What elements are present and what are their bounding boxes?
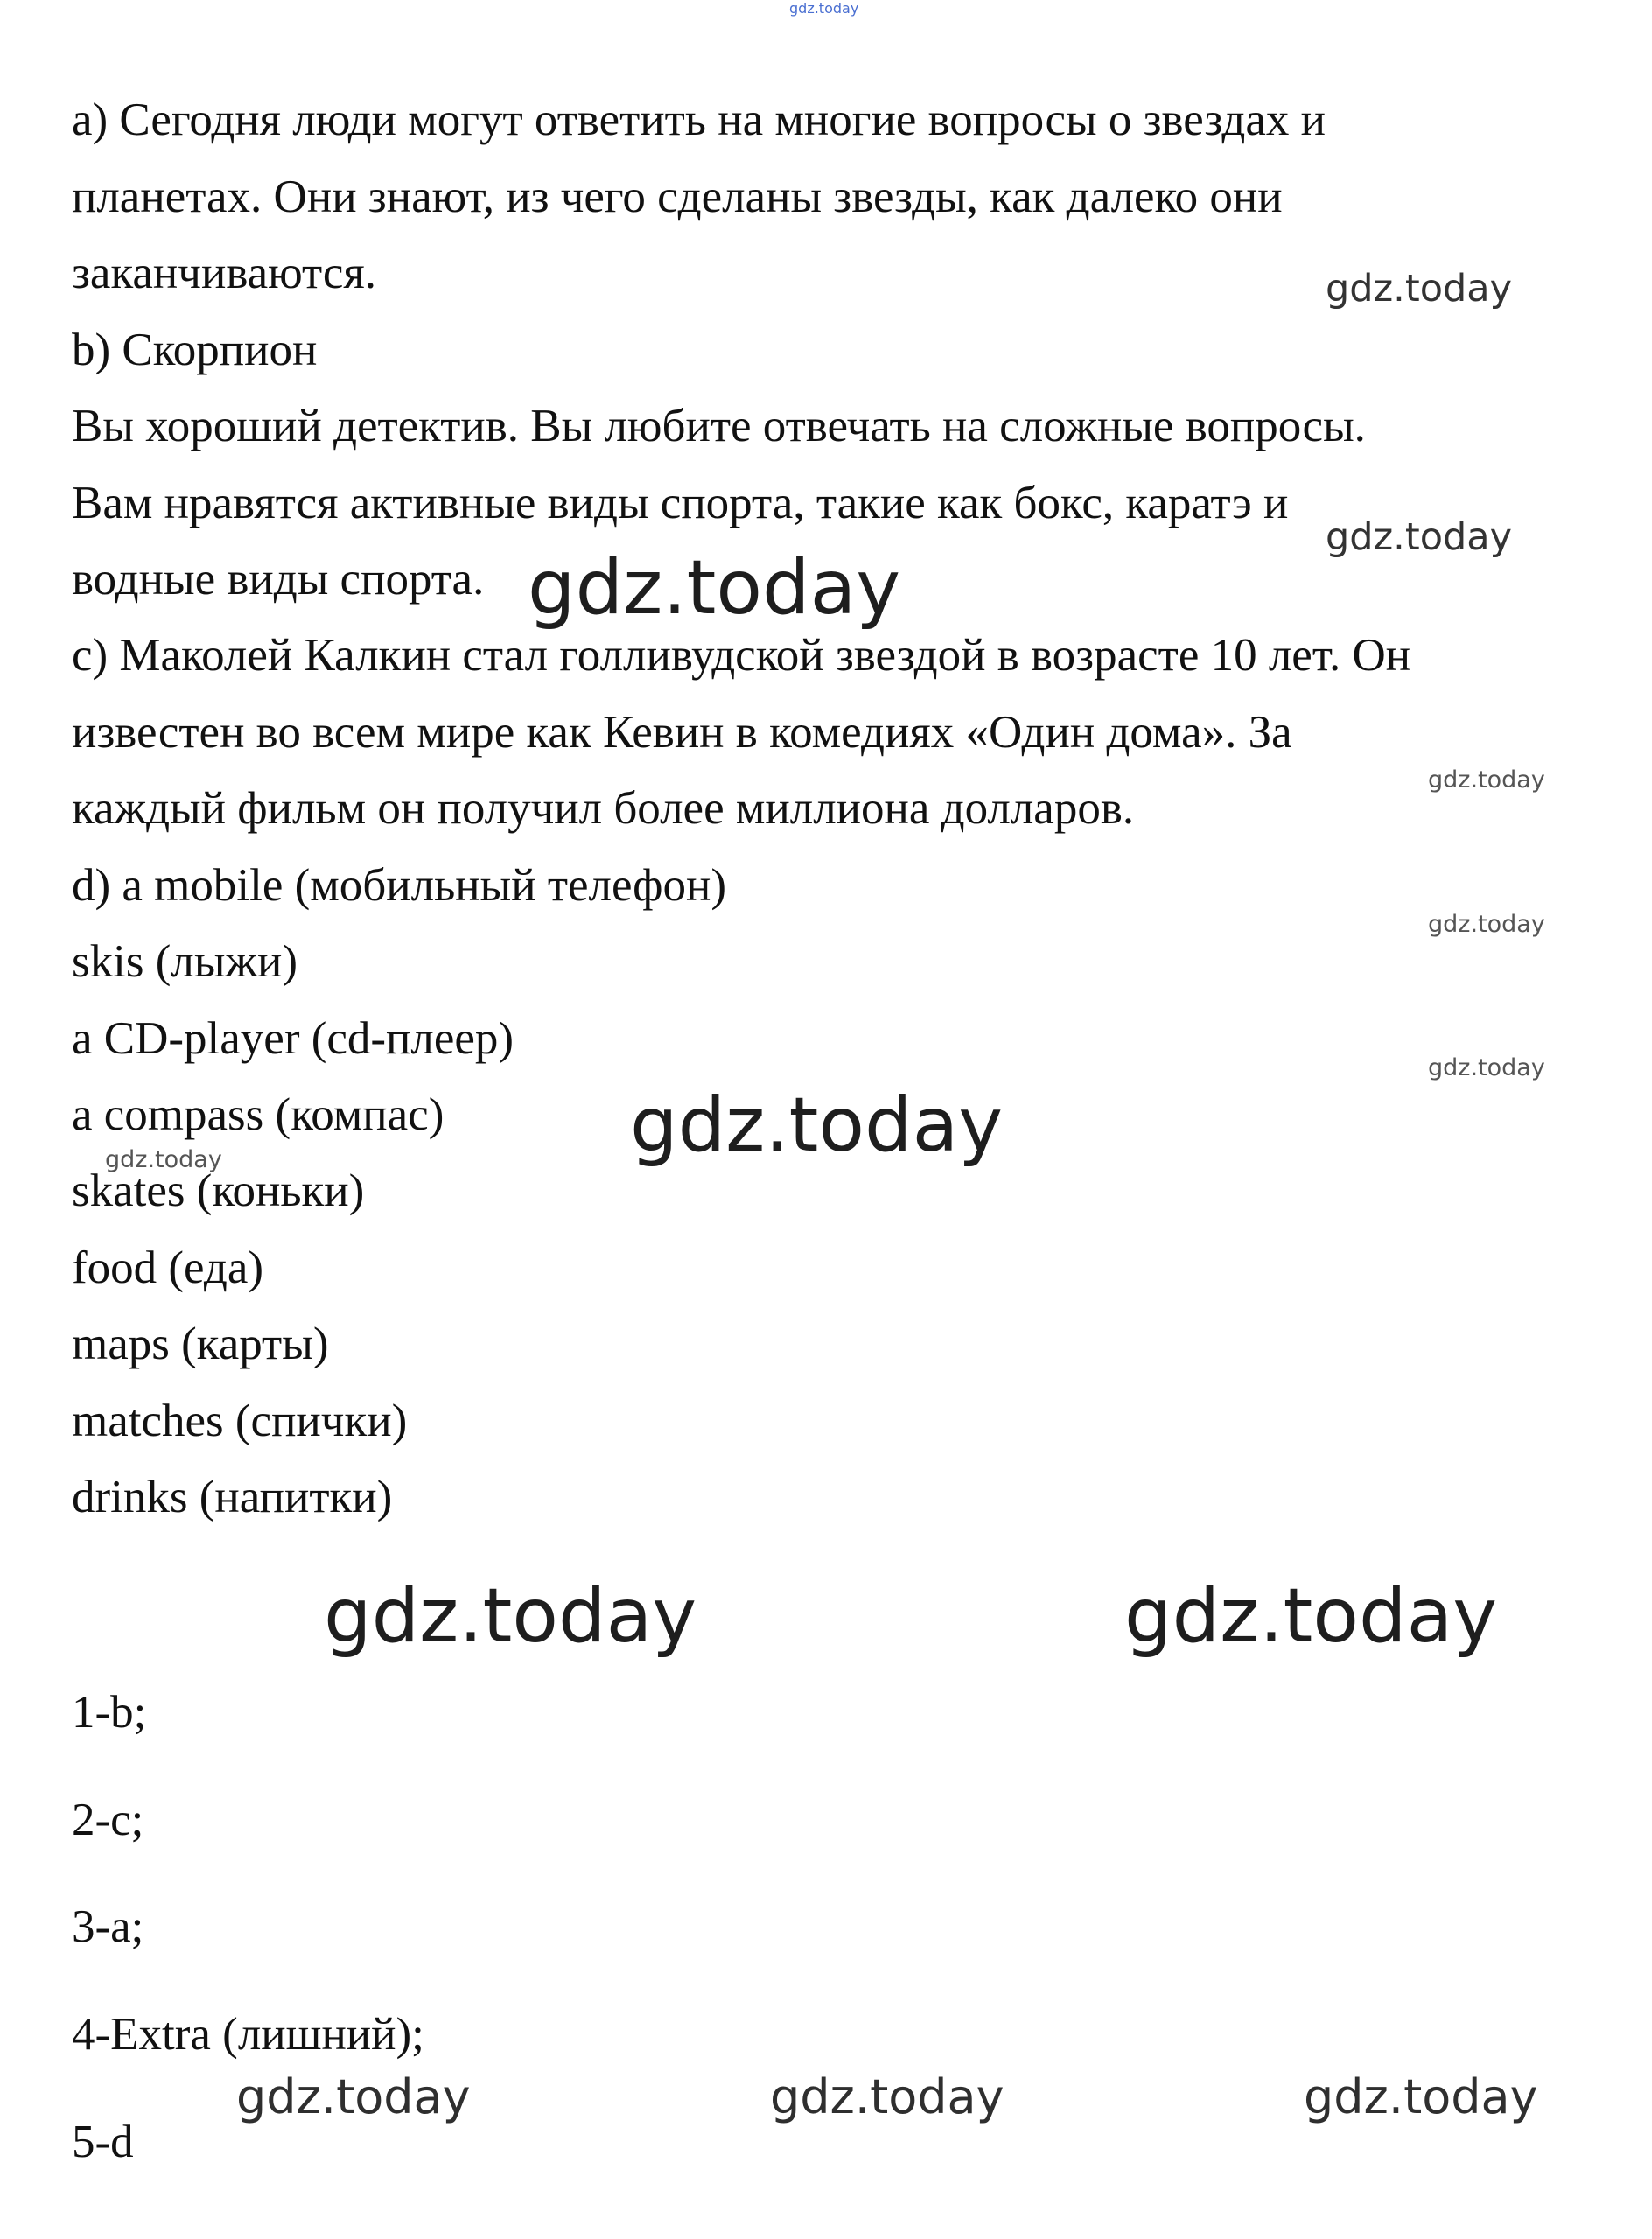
list-item: skates (коньки): [72, 1165, 365, 1216]
watermark: gdz.today: [789, 0, 859, 17]
watermark: gdz.today: [1304, 2069, 1538, 2124]
list-item: skis (лыжи): [72, 936, 298, 987]
watermark: gdz.today: [528, 544, 901, 632]
watermark: gdz.today: [1428, 1054, 1545, 1081]
answer-item: 1-b;: [72, 1687, 147, 1738]
text-line-b-1: b) Скорпион: [72, 325, 318, 375]
list-item: matches (спички): [72, 1396, 408, 1446]
watermark: gdz.today: [1428, 766, 1545, 794]
text-line-a-1: a) Сегодня люди могут ответить на многие вопросы о звездах и: [72, 94, 1326, 145]
watermark: gdz.today: [236, 2069, 471, 2124]
watermark: gdz.today: [1326, 515, 1513, 559]
list-item: maps (карты): [72, 1319, 329, 1369]
watermark: gdz.today: [105, 1146, 222, 1173]
text-line-a-2: планетах. Они знают, из чего сделаны звезды, как далеко они: [72, 171, 1283, 222]
watermark: gdz.today: [1124, 1572, 1498, 1660]
answer-item: 2-c;: [72, 1795, 144, 1845]
list-item: drinks (напитки): [72, 1472, 393, 1522]
watermark: gdz.today: [324, 1572, 697, 1660]
text-line-b-3: Вам нравятся активные виды спорта, такие как бокс, каратэ и: [72, 478, 1289, 528]
text-line-d-1: d) a mobile (мобильный телефон): [72, 860, 727, 911]
text-line-c-1: c) Маколей Калкин стал голливудской звездой в возрасте 10 лет. Он: [72, 630, 1411, 681]
watermark: gdz.today: [770, 2069, 1004, 2124]
list-item: a compass (компас): [72, 1089, 444, 1140]
text-line-b-4: водные виды спорта.: [72, 554, 485, 605]
watermark: gdz.today: [1428, 911, 1545, 938]
watermark: gdz.today: [1326, 267, 1513, 311]
answer-item: 3-a;: [72, 1901, 144, 1952]
answer-item: 4-Extra (лишний);: [72, 2009, 424, 2060]
text-line-b-2: Вы хороший детектив. Вы любите отвечать на сложные вопросы.: [72, 401, 1366, 451]
text-line-c-2: известен во всем мире как Кевин в комедиях «Один дома». За: [72, 707, 1292, 758]
watermark: gdz.today: [630, 1081, 1004, 1169]
list-item: food (еда): [72, 1242, 264, 1293]
text-line-a-3: заканчиваются.: [72, 248, 377, 298]
answer-item: 5-d: [72, 2117, 134, 2167]
list-item: a CD-player (cd-плеер): [72, 1013, 514, 1064]
text-line-c-3: каждый фильм он получил более миллиона долларов.: [72, 783, 1135, 834]
